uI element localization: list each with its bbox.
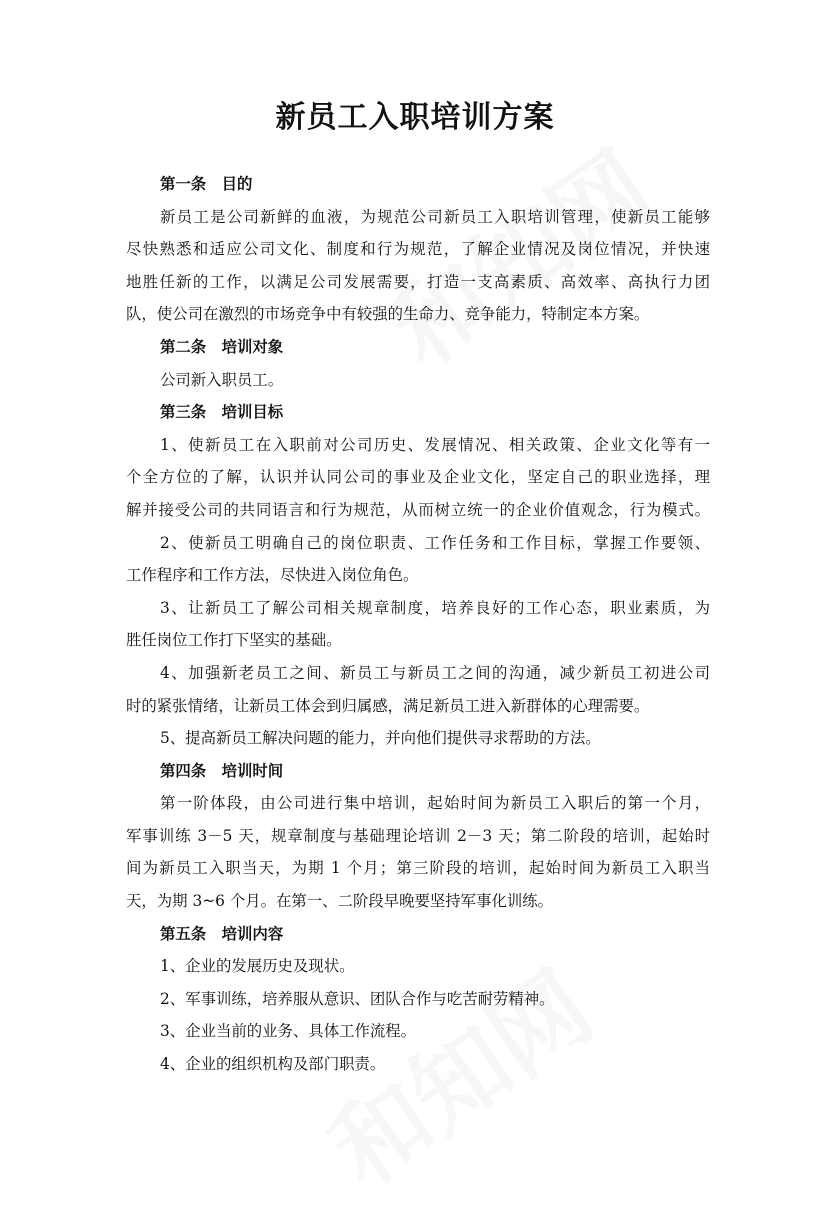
paragraph-line: 尽快熟悉和适应公司文化、制度和行为规范，了解企业情况及岗位情况，并快速	[126, 240, 710, 259]
paragraph-line: 第一阶体段，由公司进行集中培训，起始时间为新员工入职后的第一个月，	[160, 794, 710, 813]
list-item: 4、企业的组织机构及部门职责。	[160, 1055, 386, 1074]
paragraph-line: 5、提高新员工解决问题的能力，并向他们提供寻求帮助的方法。	[160, 729, 601, 748]
paragraph-line: 天，为期 3~6 个月。在第一、二阶段早晚要坚持军事化训练。	[126, 892, 554, 911]
document-title: 新员工入职培训方案	[275, 100, 555, 135]
paragraph-line: 解并接受公司的共同语言和行为规范，从而树立统一的企业价值观念，行为模式。	[126, 500, 710, 519]
section-heading-4: 第四条 培训时间	[160, 761, 284, 780]
paragraph-line: 新员工是公司新鲜的血液，为规范公司新员工入职培训管理，使新员工能够	[160, 207, 710, 226]
paragraph-line: 时的紧张情绪，让新员工体会到归属感，满足新员工进入新群体的心理需要。	[126, 696, 650, 715]
paragraph-line: 2、使新员工明确自己的岗位职责、工作任务和工作目标，掌握工作要领、	[160, 533, 710, 552]
paragraph-line: 4、加强新老员工之间、新员工与新员工之间的沟通，减少新员工初进公司	[160, 663, 710, 682]
paragraph-line: 间为新员工入职当天，为期 1 个月；第三阶段的培训，起始时间为新员工入职当	[126, 859, 710, 878]
section-heading-5: 第五条 培训内容	[160, 924, 284, 943]
section-heading-3: 第三条 培训目标	[160, 403, 284, 422]
document-body	[126, 168, 710, 1081]
paragraph-line: 工作程序和工作方法，尽快进入岗位角色。	[126, 566, 419, 585]
paragraph-line: 队，使公司在激烈的市场竞争中有较强的生命力、竞争能力，特制定本方案。	[126, 305, 650, 324]
paragraph-line: 1、使新员工在入职前对公司历史、发展情况、相关政策、企业文化等有一	[160, 435, 710, 454]
list-item: 2、军事训练，培养服从意识、团队合作与吃苦耐劳精神。	[160, 989, 555, 1008]
paragraph-line: 公司新入职员工。	[160, 370, 284, 389]
paragraph-line: 个全方位的了解，认识并认同公司的事业及企业文化，坚定自己的职业选择，理	[126, 468, 710, 487]
list-item: 3、企业当前的业务、具体工作流程。	[160, 1022, 417, 1041]
section-heading-1: 第一条 目的	[160, 175, 253, 193]
paragraph-line: 胜任岗位工作打下坚实的基础。	[126, 631, 342, 650]
paragraph-line: 地胜任新的工作，以满足公司发展需要，打造一支高素质、高效率、高执行力团	[126, 272, 710, 291]
section-heading-2: 第二条 培训对象	[160, 337, 284, 356]
paragraph-line: 军事训练 3－5 天，规章制度与基础理论培训 2－3 天；第二阶段的培训，起始时	[126, 826, 710, 845]
list-item: 1、企业的发展历史及现状。	[160, 957, 355, 976]
paragraph-line: 3、让新员工了解公司相关规章制度，培养良好的工作心态，职业素质，为	[160, 598, 710, 617]
